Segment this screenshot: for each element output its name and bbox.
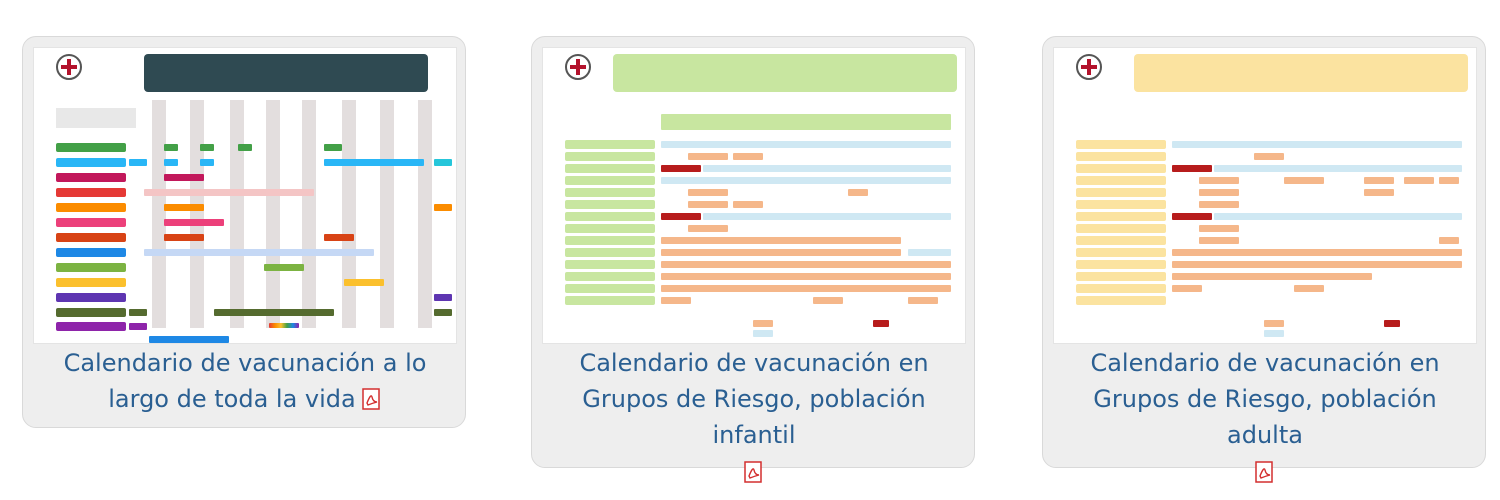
thumbnail-header [613,54,957,92]
card-grupos-riesgo-adulta[interactable] [1042,36,1486,468]
logo [44,54,100,92]
thumbnail-header [144,54,428,92]
card-label[interactable]: Calendario de vacunación a lo largo de toda la vida [63,349,427,413]
pdf-icon[interactable] [744,461,764,483]
pdf-icon[interactable] [362,388,382,410]
thumbnail-header [1134,54,1468,92]
thumbnail-grupos-riesgo-adulta[interactable] [1053,47,1477,344]
card-label[interactable]: Calendario de vacunación en Grupos de Riesgo, población infantil [542,345,966,483]
card-label[interactable]: Calendario de vacunación en Grupos de Riesgo, población adulta [1053,345,1477,483]
logo [1064,54,1120,92]
pdf-icon[interactable] [1255,461,1275,483]
thumbnail-grupos-riesgo-infantil[interactable] [542,47,966,344]
card-calendario-toda-la-vida[interactable] [22,36,466,428]
card-grupos-riesgo-infantil[interactable] [531,36,975,468]
logo [553,54,609,92]
thumbnail-calendario-toda-la-vida[interactable] [33,47,457,344]
